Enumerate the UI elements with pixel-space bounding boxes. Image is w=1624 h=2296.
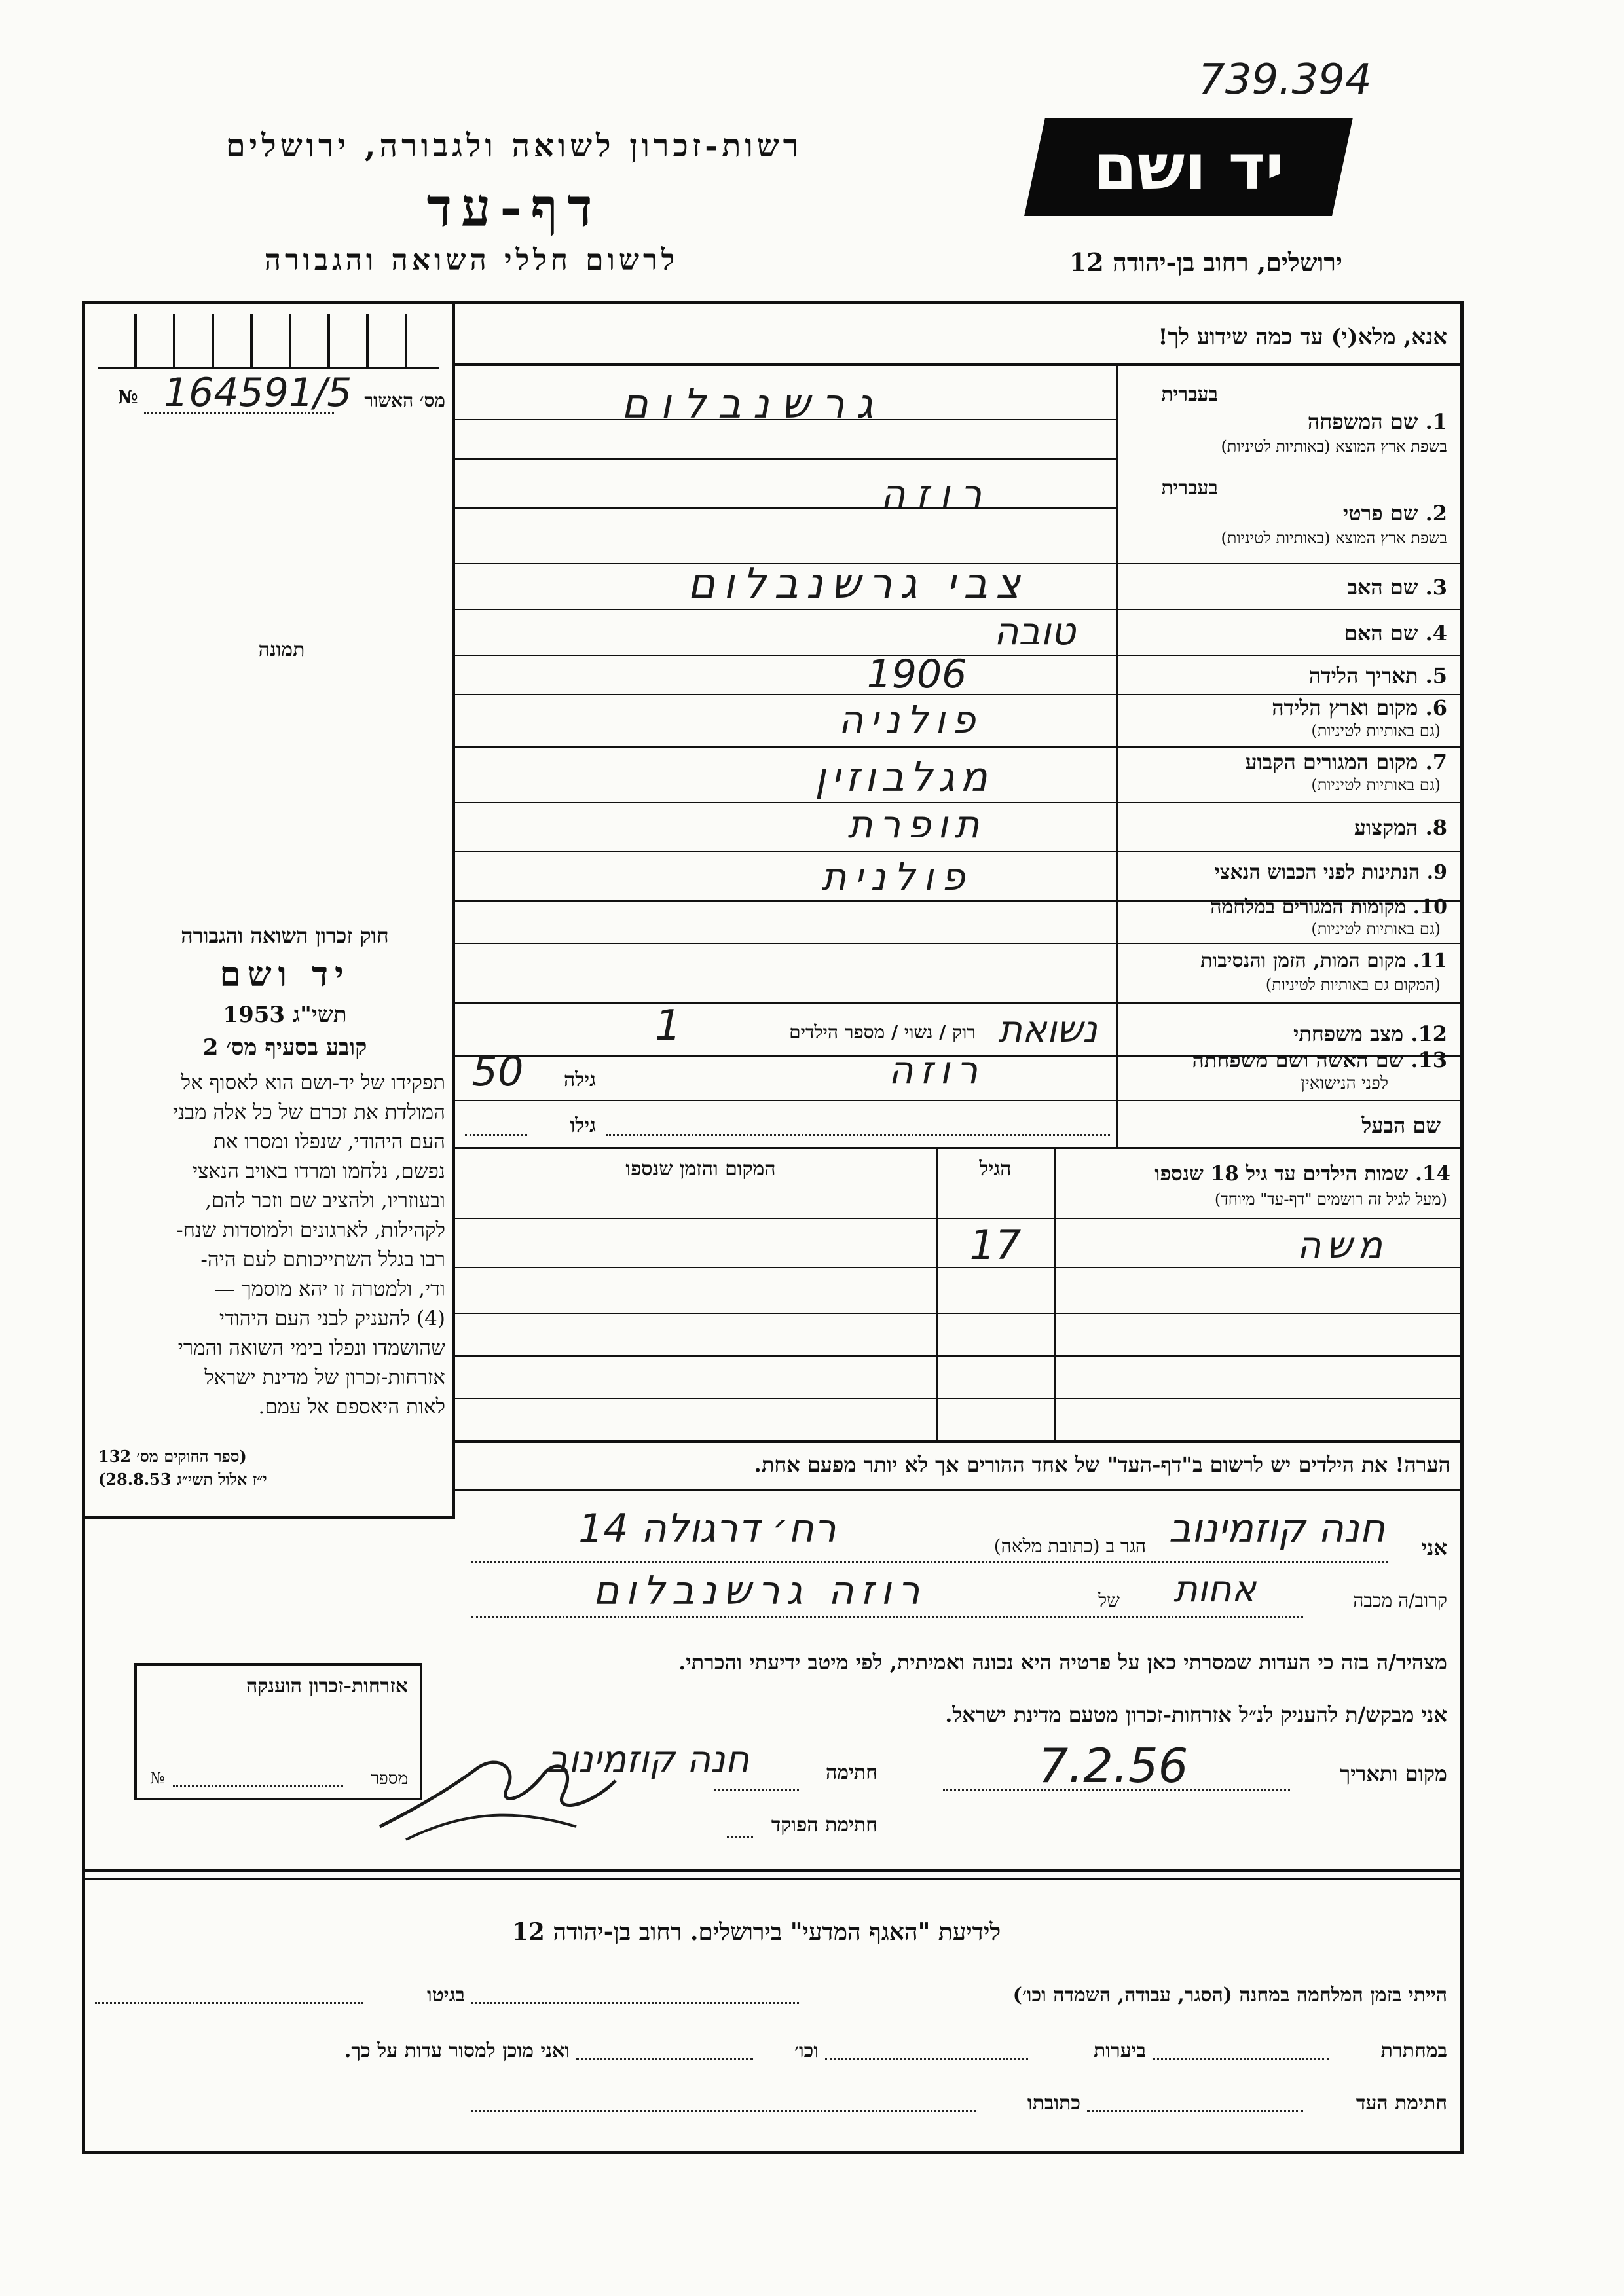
decl-resides-label: הגר ב (כתובת מלאה): [993, 1535, 1146, 1557]
law-line: ודי, ולמטרה זו יהא מוסמך —: [214, 1277, 445, 1301]
husband-age-label: גילו: [570, 1114, 596, 1137]
logo: [1024, 118, 1353, 216]
f3-value: צבי גרשנבלום: [687, 560, 1029, 608]
witness-name: חנה קוזמינוב: [1168, 1506, 1386, 1552]
decl-i-label: אני: [1421, 1535, 1447, 1560]
f12-children: 1: [655, 1002, 682, 1050]
f14-label: 14. שמות הילדים עד גיל 18 שנספו: [1154, 1162, 1450, 1186]
f13-value: רוזה: [888, 1048, 985, 1092]
intro-text: אנא, מלא(י) עד כמה שידוע לך!: [1158, 324, 1447, 350]
law-line: שהושמדו ונפלו בימי השואה והמרי: [177, 1336, 445, 1360]
decl-of-label: של: [1098, 1590, 1120, 1611]
citizenship-no-sign: №: [150, 1769, 165, 1787]
footer-line1-a: הייתי בזמן המלחמה במחנה (הסגר, עבודה, השמדה וכו׳): [1012, 1984, 1447, 2007]
f8-label: 8. המקצוע: [1354, 815, 1447, 840]
law-title: חוק זכרון השואה והגבורה: [181, 923, 389, 948]
authority-name: רשות-זכרון לשואה ולגבורה, ירושלים: [225, 128, 803, 164]
relation-value: אחות: [1173, 1568, 1257, 1611]
f5-label: 5. תאריך הלידה: [1308, 663, 1447, 688]
law-line: המולדת את זכרם של כל אלה מבני: [172, 1101, 445, 1124]
f2-label: 2. שם פרטי: [1342, 501, 1447, 526]
child-age: 17: [969, 1221, 1022, 1269]
form-title: דף-עד: [426, 177, 602, 238]
law-line: רבו בגלל השתייכותם לעם היה-: [200, 1248, 445, 1271]
law-name: יד ושם: [219, 955, 350, 994]
f2-sub: בשפת ארץ המוצא (באותיות לטיניות): [1221, 529, 1447, 547]
f7-label: 7. מקום המגורים הקבוע: [1245, 750, 1447, 774]
f13-age: 50: [471, 1048, 524, 1095]
citizenship-number-label: מספר: [371, 1769, 408, 1789]
f2-hebrew-label: בעברית: [1161, 477, 1218, 500]
f13-sub: לפני הנישואין: [1301, 1074, 1388, 1093]
f4-value: טובה: [993, 609, 1076, 653]
f7-sub: (גם באותיות לטיניות): [1311, 776, 1441, 794]
footer-title: לידיעת "האגף המדעי" בירושלים. רחוב בן-יהודה 12: [511, 1918, 1001, 1946]
footer-line1-b: בגיטו: [426, 1984, 465, 2007]
f13-age-label: גילה: [563, 1068, 596, 1091]
husband-label: שם הבעל: [1361, 1113, 1441, 1138]
f12-label: 12. מצב משפחתי: [1293, 1021, 1447, 1046]
law-year: תשי"ג 1953: [223, 1002, 347, 1028]
law-line: תפקידו של יד-ושם הוא לאסוף אל: [181, 1071, 445, 1095]
witness-address: רח׳ דרגולה 14: [578, 1506, 836, 1552]
f12-value: נשואת: [998, 1008, 1098, 1051]
f11-sub: (המקום גם באותיות לטיניות): [1265, 975, 1441, 994]
law-line: ובעוזריו, ולהציב שם וזכר להם,: [205, 1189, 445, 1212]
decl-statement-1: מצהיר/ה בזה כי העדות שמסרתי כאן על פרטיה היא נכונה ואמיתית, לפי מיטב ידיעתי והכרתי.: [678, 1650, 1447, 1675]
place-date-label: מקום ותאריך: [1340, 1761, 1447, 1786]
deceased-name: רוזה גרשנבלום: [593, 1568, 927, 1614]
f6-value: פולניה: [838, 697, 982, 742]
f11-label: 11. מקום המות, הזמן והנסיבות: [1200, 949, 1447, 972]
f14-age-header: הגיל: [979, 1157, 1012, 1180]
law-line: לקהילות, לארגונים ולמוסדות שנח-: [176, 1218, 445, 1242]
law-text: [95, 1068, 445, 1422]
approval-label: מס׳ האשור: [364, 390, 445, 411]
signature-label: חתימה: [826, 1761, 877, 1784]
decl-relative-label: קרוב/ה מכבה: [1353, 1590, 1447, 1611]
f7-value: מגלבוזין: [815, 753, 993, 801]
law-line: אזרחות-זכרון של מדינת ישראל: [204, 1366, 445, 1389]
address: ירושלים, רחוב בן-יהודה 12: [1069, 247, 1342, 277]
f8-value: תופרת: [847, 802, 986, 847]
f5-value: 1906: [866, 651, 967, 697]
form-subtitle: לרשום חללי השואה והגבורה: [264, 244, 679, 277]
f4-label: 4. שם האם: [1344, 621, 1447, 646]
logo-text: יד ושם: [1093, 130, 1284, 204]
law-section: קובע בסעיף מס׳ 2: [202, 1034, 367, 1061]
archive-number: 739.394: [1198, 56, 1372, 104]
footer-line2-a: במחתרת: [1380, 2039, 1447, 2062]
footer-line3-b: כתובתו: [1027, 2092, 1080, 2115]
footer-line2-d: ואני מוכן למסור עדות על כך.: [344, 2039, 570, 2062]
decl-statement-2: אני מבקש/ת להעניק לנ״ל אזרחות-זכרון מטעם מדינת ישראל.: [945, 1702, 1447, 1727]
law-ref-1: (ספר החוקים מס׳ 132: [98, 1447, 247, 1466]
witness-signature: חנה קוזמינוב: [547, 1738, 750, 1781]
f14-place-header: המקום והזמן שנספו: [625, 1157, 776, 1180]
f3-label: 3. שם האב: [1347, 575, 1447, 600]
date-value: 7.2.56: [1038, 1738, 1189, 1793]
f2-value: רוזה: [880, 471, 993, 516]
f1-value: גרשנבלום: [621, 380, 885, 428]
official-signature-label: חתימת הפוקד: [771, 1813, 877, 1836]
law-ref-2: י״ז אלול תשי״ג 28.8.53): [98, 1470, 267, 1489]
f14-sub: (מעל לגיל זה רושמים "דף-עד" מיוחד): [1214, 1190, 1447, 1209]
f10-sub: (גם באותיות לטיניות): [1311, 920, 1441, 938]
law-line: נפשם, נלחמו ומרדו באויב הנאצי: [193, 1159, 445, 1183]
footer-line2-c: וכו׳: [794, 2039, 819, 2062]
footer-line2-b: ביערות: [1093, 2039, 1146, 2062]
f9-value: פולנית: [821, 854, 973, 899]
law-line: לאות היאספם אל עמם.: [258, 1395, 445, 1419]
footer-line3-a: חתימת העד: [1356, 2092, 1447, 2115]
f13-label: 13. שם האשה ושם משפחתה: [1192, 1048, 1447, 1072]
note-text: הערה! את הילדים יש לרשום ב"דף-העד" של אחד ההורים אך לא יותר מפעם אחת.: [754, 1452, 1450, 1477]
citizenship-title: אזרחות-זכרון הוענקה: [246, 1675, 408, 1698]
f9-label: 9. הנתינות לפני הכבוש הנאצי: [1214, 861, 1447, 884]
f1-sub: בשפת ארץ המוצא (באותיות לטיניות): [1221, 437, 1447, 456]
f10-label: 10. מקומות המגורים במלחמה: [1210, 896, 1447, 919]
photo-label: תמונה: [258, 638, 305, 661]
law-line: העם היהודי, שנפלו ומסרו את: [213, 1130, 445, 1154]
tick-strip: [98, 314, 439, 369]
f12-options: רוק / נשוי / מספר הילדים: [789, 1021, 976, 1043]
signature-scribble: [367, 1728, 642, 1846]
law-line: (4) להעניק לבני העם היהודי: [219, 1307, 445, 1330]
child-name: משה: [1297, 1224, 1388, 1267]
f6-label: 6. מקום וארץ הלידה: [1272, 695, 1447, 720]
approval-number: 164591/5: [164, 370, 352, 416]
f1-label: 1. שם המשפחה: [1307, 409, 1447, 434]
approval-no-sign: №: [118, 386, 138, 408]
f6-sub: (גם באותיות לטיניות): [1311, 721, 1441, 740]
f1-hebrew-label: בעברית: [1161, 383, 1218, 406]
